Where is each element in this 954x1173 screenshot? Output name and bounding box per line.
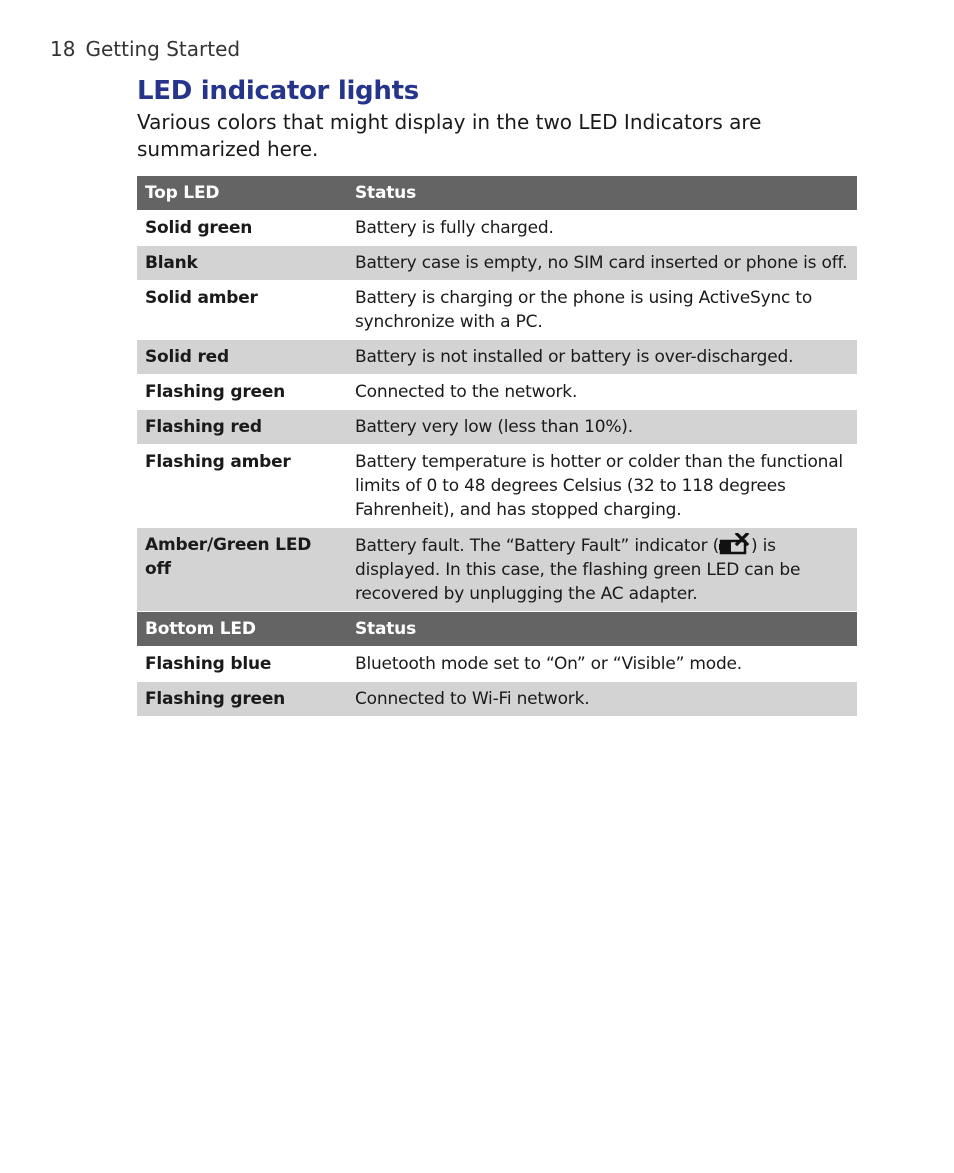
led-status xyxy=(347,528,857,612)
battery-fault-icon xyxy=(719,533,751,555)
led-name: Flashing amber xyxy=(137,445,347,528)
led-name: Flashing green xyxy=(137,682,347,717)
table-row xyxy=(137,246,857,281)
led-status: Bluetooth mode set to “On” or “Visible” mode. xyxy=(347,647,857,682)
table-row xyxy=(137,375,857,410)
column-header-top-led: Top LED xyxy=(137,176,347,211)
led-name: Amber/Green LED off xyxy=(137,528,347,612)
led-status: Battery is charging or the phone is using ActiveSync to synchronize with a PC. xyxy=(347,281,857,340)
led-status: Battery is not installed or battery is over-discharged. xyxy=(347,340,857,375)
table-header-bottom-led xyxy=(137,612,857,647)
led-name: Flashing green xyxy=(137,375,347,410)
column-header-bottom-led: Bottom LED xyxy=(137,612,347,647)
page-title: LED indicator lights xyxy=(137,76,419,106)
column-header-status: Status xyxy=(347,176,857,211)
led-status: Battery case is empty, no SIM card inserted or phone is off. xyxy=(347,246,857,281)
table-row xyxy=(137,445,857,528)
led-status: Battery temperature is hotter or colder than the functional limits of 0 to 48 degrees Celsius (32 to 118 degrees Fahrenheit), and has stopped charging. xyxy=(347,445,857,528)
led-status: Connected to the network. xyxy=(347,375,857,410)
status-text-after: ) is displayed. In this case, the flashing green LED can be recovered by unplugging the AC adapter. xyxy=(355,536,801,604)
led-table xyxy=(137,176,857,717)
table-row xyxy=(137,528,857,612)
column-header-status: Status xyxy=(347,612,857,647)
led-name: Flashing blue xyxy=(137,647,347,682)
table-row xyxy=(137,281,857,340)
table-row xyxy=(137,340,857,375)
led-name: Solid green xyxy=(137,211,347,246)
table-row xyxy=(137,410,857,445)
led-status: Battery very low (less than 10%). xyxy=(347,410,857,445)
intro-paragraph: Various colors that might display in the two LED Indicators are summarized here. xyxy=(137,110,762,161)
led-status: Battery is fully charged. xyxy=(347,211,857,246)
page-number: 18 xyxy=(50,37,76,61)
led-name: Flashing red xyxy=(137,410,347,445)
page-header xyxy=(50,37,240,61)
status-text-before: Battery fault. The “Battery Fault” indicator ( xyxy=(355,536,720,556)
table-row xyxy=(137,647,857,682)
led-name: Solid red xyxy=(137,340,347,375)
led-name: Solid amber xyxy=(137,281,347,340)
section-title: Getting Started xyxy=(85,37,241,61)
led-name: Blank xyxy=(137,246,347,281)
table-header-top-led xyxy=(137,176,857,211)
led-status: Connected to Wi-Fi network. xyxy=(347,682,857,717)
table-row xyxy=(137,211,857,246)
table-row xyxy=(137,682,857,717)
